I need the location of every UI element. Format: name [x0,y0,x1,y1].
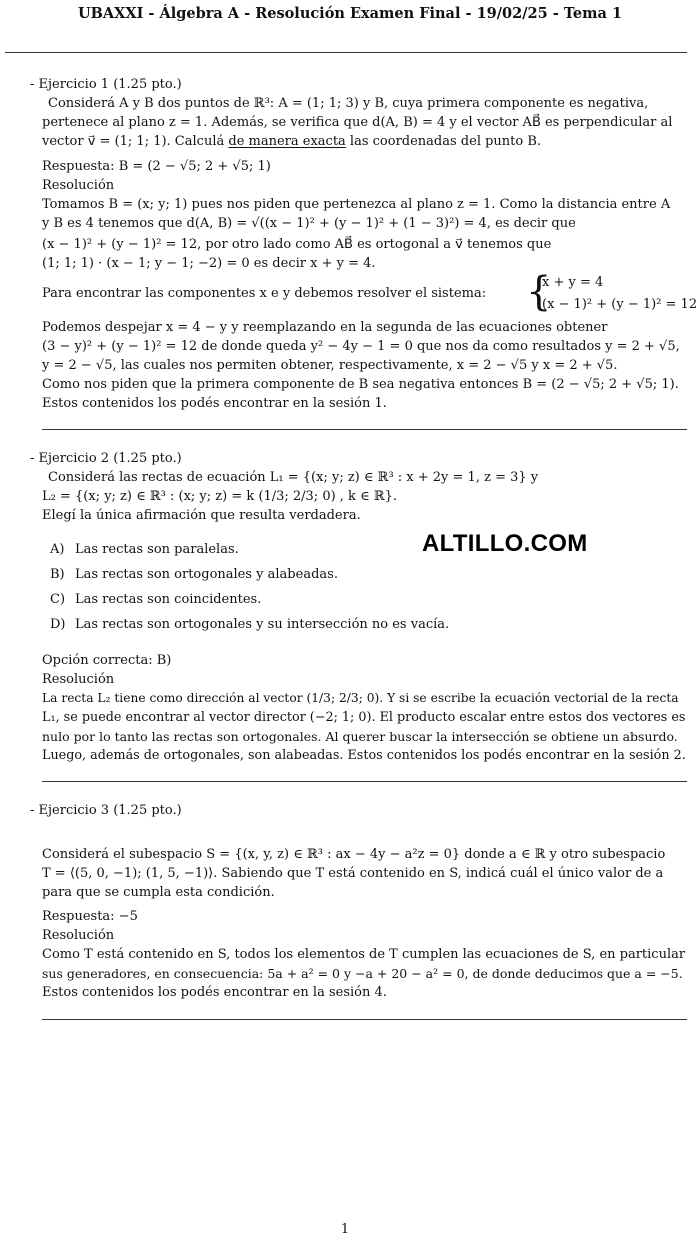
exercise-1-divider [42,429,687,430]
option-b: B) Las rectas son ortogonales y alabeadas. [50,567,338,582]
exercise-3-divider [42,1019,687,1020]
resolution-line: La recta L₂ tiene como dirección al vector (1/3; 2/3; 0). Y si se escribe la ecuación vectorial de la recta [42,691,679,705]
exercise-2-answer: Opción correcta: B) [42,653,172,668]
statement-line: vector v⃗ = (1; 1; 1). Calculá de manera exacta las coordenadas del punto B. [42,134,542,149]
exact-emphasis: de manera exacta [228,134,346,149]
statement-line: Considerá el subespacio S = {(x, y, z) ∈ ℝ³ : ax − 4y − a²z = 0} donde a ∈ ℝ y otro subespacio [42,847,666,862]
exercise-3-answer: Respuesta: −5 [42,909,138,924]
exercise-1-resolution [42,195,688,273]
exercise-3-resolution-label: Resolución [42,928,115,943]
exercise-1-answer: Respuesta: B = (2 − √5; 2 + √5; 1) [42,159,271,174]
option-c: C) Las rectas son coincidentes. [50,592,262,607]
resolution-line: sus generadores, en consecuencia: 5a + a² = 0 y −a + 20 − a² = 0, de donde deducimos que a = −5. [42,966,683,981]
exercise-2-resolution-label: Resolución [42,672,115,687]
resolution-line: (3 − y)² + (y − 1)² = 12 de donde queda y² − 4y − 1 = 0 que nos da como resultados y = 2 + √5, [42,339,680,354]
statement-line: pertenece al plano z = 1. Además, se verifica que d(A, B) = 4 y el vector AB⃗ es perpendicular al [42,115,673,130]
resolution-line: Como T está contenido en S, todos los elementos de T cumplen las ecuaciones de S, en particular [42,947,686,962]
system-intro: Para encontrar las componentes x e y debemos resolver el sistema: [42,286,487,301]
exercise-2-resolution [42,689,688,765]
exercise-3-statement [42,845,688,902]
system-equation-1: x + y = 4 [542,275,604,290]
exercise-3-resolution [42,945,688,1002]
header-divider [5,52,687,53]
resolution-line: Podemos despejar x = 4 − y y reemplazando en la segunda de las ecuaciones obtener [42,320,608,335]
exercise-1-statement [42,94,688,151]
statement-line: T = ⟨(5, 0, −1); (1, 5, −1)⟩. Sabiendo que T está contenido en S, indicá cuál el único valor de a [42,866,664,881]
brace-symbol: { [526,269,552,315]
exercise-1-heading: - Ejercicio 1 (1.25 pto.) [30,77,182,92]
resolution-line: y = 2 − √5, las cuales nos permiten obtener, respectivamente, x = 2 − √5 y x = 2 + √5. [42,358,618,373]
exercise-1-resolution-continued [42,318,688,413]
resolution-line: (1; 1; 1) · (x − 1; y − 1; −2) = 0 es decir x + y = 4. [42,256,376,271]
page-number: 1 [340,1222,350,1237]
equation-system [42,269,698,317]
page-title: UBAXXI - Álgebra A - Resolución Examen Final - 19/02/25 - Tema 1 [77,5,623,22]
exercise-2-statement [42,468,688,525]
exercise-2-divider [42,781,687,782]
statement-line: L₂ = {(x; y; z) ∈ ℝ³ : (x; y; z) = k (1/3; 2/3; 0) , k ∈ ℝ}. [42,489,398,504]
exercise-3-heading: - Ejercicio 3 (1.25 pto.) [30,803,182,818]
option-d: D) Las rectas son ortogonales y su intersección no es vacía. [50,617,450,632]
resolution-line: Tomamos B = (x; y; 1) pues nos piden que pertenezca al plano z = 1. Como la distancia entre A [42,197,671,212]
exercise-2-heading: - Ejercicio 2 (1.25 pto.) [30,451,182,466]
resolution-line: (x − 1)² + (y − 1)² = 12, por otro lado como AB⃗ es ortogonal a v⃗ tenemos que [42,237,552,252]
resolution-line: Estos contenidos los podés encontrar en la sesión 4. [42,985,387,1000]
statement-line: Considerá A y B dos puntos de ℝ³: A = (1; 1; 3) y B, cuya primera componente es negativa, [48,96,649,111]
statement-line: Elegí la única afirmación que resulta verdadera. [42,508,361,523]
resolution-line: Como nos piden que la primera componente de B sea negativa entonces B = (2 − √5; 2 + √5; 1). [42,377,679,392]
resolution-line: y B es 4 tenemos que d(A, B) = √((x − 1)² + (y − 1)² + (1 − 3)²) = 4, es decir que [42,216,576,231]
statement-line: para que se cumpla esta condición. [42,885,275,900]
statement-line: Considerá las rectas de ecuación L₁ = {(x; y; z) ∈ ℝ³ : x + 2y = 1, z = 3} y [48,470,539,485]
watermark-logo: ALTILLO.COM [422,530,588,557]
resolution-line: Luego, además de ortogonales, son alabeadas. Estos contenidos los podés encontrar en la sesión 2. [42,748,686,763]
exercise-1-resolution-label: Resolución [42,178,115,193]
system-equation-2: (x − 1)² + (y − 1)² = 12 [542,297,698,312]
resolution-line: nulo por lo tanto las rectas son ortogonales. Al querer buscar la intersección se obtiene un absurdo. [42,729,678,744]
resolution-line: L₁, se puede encontrar al vector director (−2; 1; 0). El producto escalar entre estos dos vectores es [42,710,686,725]
option-a: A) Las rectas son paralelas. [50,542,239,557]
resolution-line: Estos contenidos los podés encontrar en la sesión 1. [42,396,387,411]
